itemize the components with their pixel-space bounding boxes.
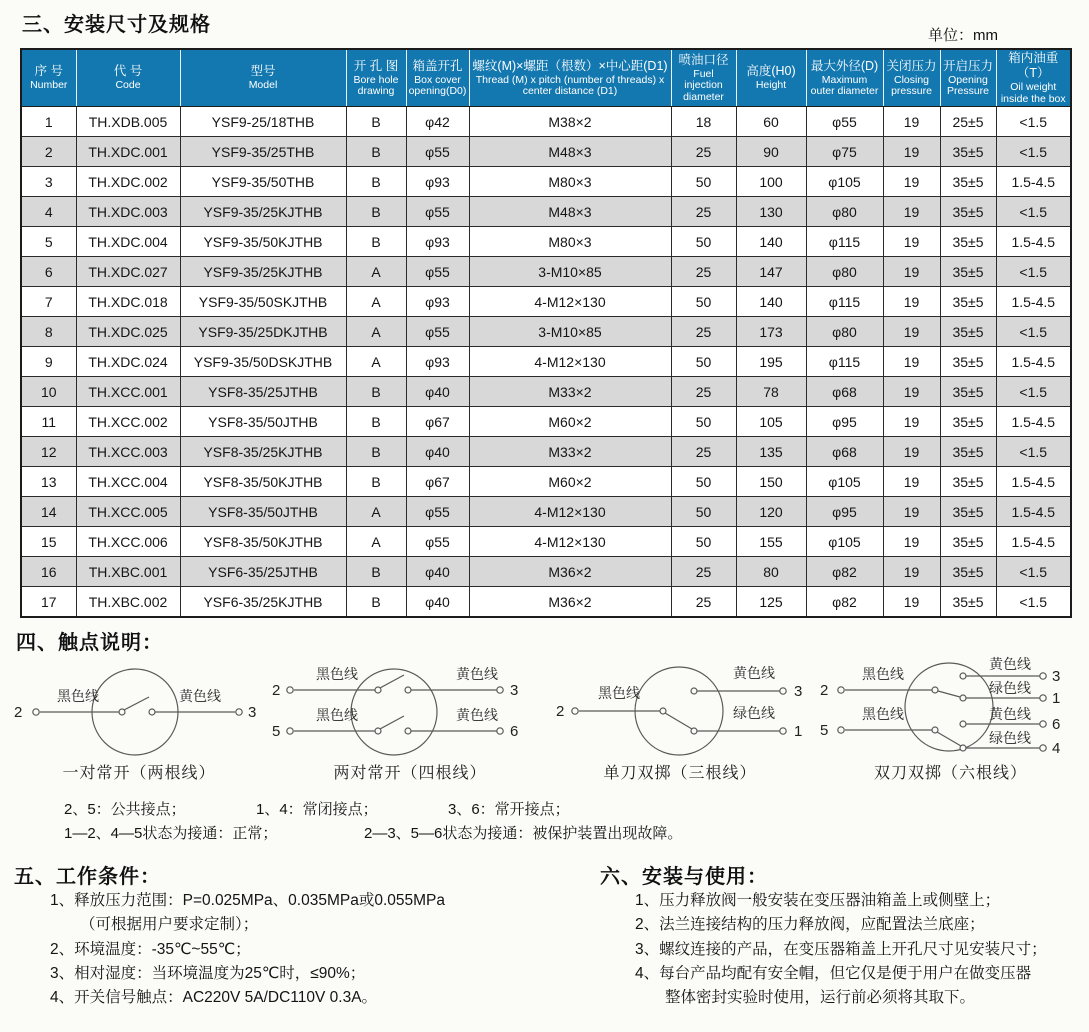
- cell: <1.5: [996, 437, 1071, 467]
- terminal-5: 5: [820, 722, 829, 739]
- cell: 15: [21, 527, 76, 557]
- cell: TH.XDB.005: [76, 107, 180, 137]
- section3-title: 三、安装尺寸及规格: [22, 14, 211, 36]
- cell: A: [346, 497, 406, 527]
- spec-table-body: [21, 107, 1071, 618]
- cell: φ115: [806, 287, 883, 317]
- cell: 173: [736, 317, 806, 347]
- cell: 14: [21, 497, 76, 527]
- cell: 19: [883, 287, 940, 317]
- diagram-caption: 双刀双掷（六根线）: [873, 765, 1027, 782]
- cell: 25: [671, 437, 736, 467]
- cell: <1.5: [996, 377, 1071, 407]
- cell: φ80: [806, 197, 883, 227]
- wire-label: 黄色线: [456, 707, 498, 723]
- wire-label: 绿色线: [989, 730, 1031, 746]
- cell: B: [346, 137, 406, 167]
- cell: 120: [736, 497, 806, 527]
- cell: M80×3: [469, 227, 671, 257]
- cell: YSF9-35/25DKJTHB: [180, 317, 346, 347]
- cell: φ93: [406, 287, 469, 317]
- section5-title: 五、工作条件：: [14, 866, 161, 888]
- cell: φ93: [406, 167, 469, 197]
- cell: 4-M12×130: [469, 287, 671, 317]
- cell: φ55: [806, 107, 883, 137]
- cell: 140: [736, 227, 806, 257]
- cell: 4-M12×130: [469, 527, 671, 557]
- table-row: [21, 227, 1071, 257]
- cell: 5: [21, 227, 76, 257]
- cell: TH.XCC.001: [76, 377, 180, 407]
- cell: φ93: [406, 347, 469, 377]
- table-row: [21, 137, 1071, 167]
- cell: 1.5-4.5: [996, 347, 1071, 377]
- table-row: [21, 497, 1071, 527]
- cell: B: [346, 167, 406, 197]
- column-header: 箱内油重（T） Oil weight inside the box: [996, 49, 1071, 107]
- cell: 140: [736, 287, 806, 317]
- table-row: [21, 197, 1071, 227]
- cell: 50: [671, 167, 736, 197]
- cell: M33×2: [469, 377, 671, 407]
- wire-label: 黑色线: [862, 666, 904, 682]
- cell: 3: [21, 167, 76, 197]
- column-header: 型号 Model: [180, 49, 346, 107]
- cell: TH.XDC.002: [76, 167, 180, 197]
- contact-note: 1—2、4—5状态为接通：正常；: [64, 825, 278, 842]
- cell: TH.XCC.006: [76, 527, 180, 557]
- cell: 19: [883, 437, 940, 467]
- cell: <1.5: [996, 197, 1071, 227]
- cell: <1.5: [996, 557, 1071, 587]
- cell: 130: [736, 197, 806, 227]
- table-row: [21, 317, 1071, 347]
- cell: 195: [736, 347, 806, 377]
- cell: B: [346, 227, 406, 257]
- work-condition-item-cont: （可根据用户要求定制）；: [80, 916, 259, 933]
- cell: YSF8-35/50KJTHB: [180, 467, 346, 497]
- install-item: 3、螺纹连接的产品，在变压器箱盖上开孔尺寸见安装尺寸；: [635, 941, 1047, 958]
- section4-title: 四、触点说明：: [16, 632, 163, 654]
- cell: 35±5: [940, 497, 996, 527]
- cell: φ93: [406, 227, 469, 257]
- cell: φ55: [406, 137, 469, 167]
- cell: 19: [883, 347, 940, 377]
- cell: 25: [671, 257, 736, 287]
- cell: φ80: [806, 257, 883, 287]
- cell: M36×2: [469, 587, 671, 618]
- cell: 19: [883, 467, 940, 497]
- cell: 35±5: [940, 377, 996, 407]
- cell: φ55: [406, 497, 469, 527]
- column-header: 代 号 Code: [76, 49, 180, 107]
- cell: 25±5: [940, 107, 996, 137]
- table-row: [21, 257, 1071, 287]
- column-header: 螺纹(M)×螺距（根数）×中心距(D1) Thread (M) x pitch (number of threads) x center distance (D1): [469, 49, 671, 107]
- cell: YSF8-35/25JTHB: [180, 377, 346, 407]
- cell: 60: [736, 107, 806, 137]
- cell: B: [346, 107, 406, 137]
- cell: 19: [883, 587, 940, 618]
- cell: 12: [21, 437, 76, 467]
- diagram-spdt: [548, 650, 812, 790]
- column-header: 关闭压力 Closing pressure: [883, 49, 940, 107]
- install-item: 2、法兰连接结构的压力释放阀，应配置法兰底座；: [635, 916, 985, 933]
- cell: 10: [21, 377, 76, 407]
- cell: φ115: [806, 227, 883, 257]
- cell: 17: [21, 587, 76, 618]
- cell: 19: [883, 317, 940, 347]
- cell: 35±5: [940, 467, 996, 497]
- cell: φ95: [806, 497, 883, 527]
- table-row: [21, 437, 1071, 467]
- cell: YSF6-35/25JTHB: [180, 557, 346, 587]
- cell: TH.XDC.003: [76, 197, 180, 227]
- cell: <1.5: [996, 107, 1071, 137]
- cell: φ68: [806, 377, 883, 407]
- cell: YSF9-35/25KJTHB: [180, 257, 346, 287]
- cell: 35±5: [940, 557, 996, 587]
- cell: 35±5: [940, 347, 996, 377]
- terminal-3: 3: [510, 682, 519, 699]
- cell: 80: [736, 557, 806, 587]
- cell: 150: [736, 467, 806, 497]
- terminal-2: 2: [14, 704, 23, 721]
- cell: 25: [671, 557, 736, 587]
- table-row: [21, 467, 1071, 497]
- install-item-cont: 整体密封实验时使用，运行前必须将其取下。: [665, 989, 976, 1006]
- cell: M48×3: [469, 137, 671, 167]
- cell: YSF6-35/25KJTHB: [180, 587, 346, 618]
- cell: 25: [671, 317, 736, 347]
- cell: 35±5: [940, 137, 996, 167]
- contact-note: 3、6：常开接点；: [448, 801, 570, 818]
- cell: 1.5-4.5: [996, 497, 1071, 527]
- cell: φ40: [406, 377, 469, 407]
- wire-label: 绿色线: [989, 680, 1031, 696]
- cell: 25: [671, 377, 736, 407]
- terminal-6: 6: [1052, 716, 1061, 733]
- cell: TH.XCC.005: [76, 497, 180, 527]
- cell: 3-M10×85: [469, 257, 671, 287]
- cell: 4: [21, 197, 76, 227]
- cell: YSF8-35/50JTHB: [180, 407, 346, 437]
- cell: 25: [671, 197, 736, 227]
- work-condition-item: 4、开关信号触点：AC220V 5A/DC110V 0.3A。: [50, 989, 378, 1006]
- terminal-2: 2: [820, 682, 829, 699]
- cell: 35±5: [940, 437, 996, 467]
- cell: 3-M10×85: [469, 317, 671, 347]
- cell: 6: [21, 257, 76, 287]
- cell: A: [346, 287, 406, 317]
- diagram-caption: 一对常开（两根线）: [62, 765, 216, 782]
- cell: φ105: [806, 467, 883, 497]
- cell: 19: [883, 557, 940, 587]
- cell: <1.5: [996, 317, 1071, 347]
- table-row: [21, 527, 1071, 557]
- cell: TH.XCC.002: [76, 407, 180, 437]
- cell: 19: [883, 227, 940, 257]
- terminal-1: 1: [794, 723, 803, 740]
- cell: 50: [671, 227, 736, 257]
- wire-label: 黑色线: [316, 707, 358, 723]
- cell: 155: [736, 527, 806, 557]
- cell: M80×3: [469, 167, 671, 197]
- cell: TH.XDC.018: [76, 287, 180, 317]
- cell: 147: [736, 257, 806, 287]
- cell: YSF8-35/50JTHB: [180, 497, 346, 527]
- cell: 35±5: [940, 197, 996, 227]
- cell: φ40: [406, 587, 469, 618]
- cell: 35±5: [940, 587, 996, 618]
- cell: YSF9-35/25KJTHB: [180, 197, 346, 227]
- contact-note: 2、5：公共接点；: [64, 801, 186, 818]
- cell: 1.5-4.5: [996, 167, 1071, 197]
- wire-label: 黑色线: [598, 685, 640, 701]
- cell: TH.XDC.025: [76, 317, 180, 347]
- cell: 13: [21, 467, 76, 497]
- cell: 16: [21, 557, 76, 587]
- cell: 135: [736, 437, 806, 467]
- cell: YSF9-35/50THB: [180, 167, 346, 197]
- contact-note: 1、4：常闭接点；: [256, 801, 378, 818]
- cell: φ40: [406, 557, 469, 587]
- wire-label: 黑色线: [862, 706, 904, 722]
- cell: <1.5: [996, 257, 1071, 287]
- cell: 19: [883, 377, 940, 407]
- table-row: [21, 287, 1071, 317]
- cell: 1.5-4.5: [996, 527, 1071, 557]
- cell: <1.5: [996, 587, 1071, 618]
- terminal-2: 2: [556, 703, 565, 720]
- terminal-6: 6: [510, 723, 519, 740]
- cell: YSF9-35/50KJTHB: [180, 227, 346, 257]
- cell: 19: [883, 167, 940, 197]
- cell: φ68: [806, 437, 883, 467]
- cell: φ115: [806, 347, 883, 377]
- cell: 18: [671, 107, 736, 137]
- cell: 25: [671, 587, 736, 618]
- wire-label: 黄色线: [456, 666, 498, 682]
- diagram-dpdt: [812, 650, 1089, 790]
- cell: M60×2: [469, 467, 671, 497]
- cell: 50: [671, 287, 736, 317]
- cell: TH.XCC.004: [76, 467, 180, 497]
- cell: 1.5-4.5: [996, 227, 1071, 257]
- cell: 25: [671, 137, 736, 167]
- cell: A: [346, 527, 406, 557]
- terminal-3: 3: [794, 683, 803, 700]
- cell: <1.5: [996, 137, 1071, 167]
- wire-label: 黄色线: [989, 706, 1031, 722]
- cell: φ75: [806, 137, 883, 167]
- cell: TH.XBC.002: [76, 587, 180, 618]
- cell: 50: [671, 497, 736, 527]
- cell: 50: [671, 347, 736, 377]
- spec-table: [20, 48, 1072, 618]
- wire-label: 黑色线: [57, 688, 99, 704]
- cell: M48×3: [469, 197, 671, 227]
- cell: φ55: [406, 317, 469, 347]
- cell: 35±5: [940, 407, 996, 437]
- terminal-3: 3: [1052, 668, 1061, 685]
- work-condition-item: 3、相对湿度：当环境温度为25℃时，≤90%；: [50, 965, 366, 982]
- cell: 90: [736, 137, 806, 167]
- column-header: 喷油口径 Fuel injection diameter: [671, 49, 736, 107]
- cell: 8: [21, 317, 76, 347]
- cell: TH.XDC.001: [76, 137, 180, 167]
- terminal-4: 4: [1052, 740, 1061, 757]
- diagram-caption: 两对常开（四根线）: [333, 765, 487, 782]
- column-header: 开 孔 图 Bore hole drawing: [346, 49, 406, 107]
- cell: 19: [883, 107, 940, 137]
- cell: φ55: [406, 197, 469, 227]
- cell: 19: [883, 137, 940, 167]
- cell: 35±5: [940, 287, 996, 317]
- cell: TH.XBC.001: [76, 557, 180, 587]
- cell: 2: [21, 137, 76, 167]
- cell: 50: [671, 407, 736, 437]
- cell: 4-M12×130: [469, 347, 671, 377]
- cell: φ55: [406, 527, 469, 557]
- cell: 1.5-4.5: [996, 467, 1071, 497]
- cell: B: [346, 377, 406, 407]
- cell: M60×2: [469, 407, 671, 437]
- cell: M38×2: [469, 107, 671, 137]
- cell: φ55: [406, 257, 469, 287]
- table-row: [21, 587, 1071, 618]
- cell: 7: [21, 287, 76, 317]
- cell: 35±5: [940, 227, 996, 257]
- section6-title: 六、安装与使用：: [600, 866, 768, 888]
- column-header: 高度(H0) Height: [736, 49, 806, 107]
- cell: TH.XCC.003: [76, 437, 180, 467]
- cell: B: [346, 407, 406, 437]
- cell: φ105: [806, 527, 883, 557]
- cell: M36×2: [469, 557, 671, 587]
- cell: TH.XDC.004: [76, 227, 180, 257]
- cell: 19: [883, 407, 940, 437]
- cell: B: [346, 437, 406, 467]
- cell: φ67: [406, 407, 469, 437]
- contact-note: 2—3、5—6状态为接通：被保护装置出现故障。: [364, 825, 683, 842]
- wire-label: 黑色线: [316, 666, 358, 682]
- wire-label: 黄色线: [733, 665, 775, 681]
- cell: B: [346, 197, 406, 227]
- cell: 50: [671, 527, 736, 557]
- wire-label: 黄色线: [179, 688, 221, 704]
- cell: YSF9-35/25THB: [180, 137, 346, 167]
- cell: φ42: [406, 107, 469, 137]
- install-item: 4、每台产品均配有安全帽，但它仅是便于用户在做变压器: [635, 965, 1032, 982]
- column-header: 序 号 Number: [21, 49, 76, 107]
- table-row: [21, 377, 1071, 407]
- unit-label: 单位：mm: [928, 27, 998, 44]
- cell: φ82: [806, 557, 883, 587]
- cell: B: [346, 587, 406, 618]
- cell: M33×2: [469, 437, 671, 467]
- wire-label: 黄色线: [989, 656, 1031, 672]
- cell: 100: [736, 167, 806, 197]
- cell: YSF8-35/25KJTHB: [180, 437, 346, 467]
- column-header: 最大外径(D) Maximum outer diameter: [806, 49, 883, 107]
- cell: 11: [21, 407, 76, 437]
- table-row: [21, 557, 1071, 587]
- table-row: [21, 167, 1071, 197]
- cell: 19: [883, 197, 940, 227]
- cell: YSF9-35/50DSKJTHB: [180, 347, 346, 377]
- spec-table-wrap: [20, 48, 1070, 618]
- cell: φ67: [406, 467, 469, 497]
- install-item: 1、压力释放阀一般安装在变压器油箱盖上或侧壁上；: [635, 892, 1001, 909]
- header-row: [21, 49, 1071, 107]
- cell: φ82: [806, 587, 883, 618]
- cell: 4-M12×130: [469, 497, 671, 527]
- cell: B: [346, 467, 406, 497]
- cell: 19: [883, 257, 940, 287]
- cell: TH.XDC.024: [76, 347, 180, 377]
- cell: φ95: [806, 407, 883, 437]
- cell: 105: [736, 407, 806, 437]
- cell: 1: [21, 107, 76, 137]
- wire-label: 绿色线: [733, 705, 775, 721]
- spec-table-head: [21, 49, 1071, 107]
- cell: 9: [21, 347, 76, 377]
- cell: TH.XDC.027: [76, 257, 180, 287]
- table-row: [21, 347, 1071, 377]
- cell: 19: [883, 527, 940, 557]
- work-condition-item: 2、环境温度：-35℃~55℃；: [50, 941, 251, 958]
- column-header: 箱盖开孔 Box cover opening(D0): [406, 49, 469, 107]
- cell: YSF9-35/50SKJTHB: [180, 287, 346, 317]
- terminal-2: 2: [272, 682, 281, 699]
- cell: φ80: [806, 317, 883, 347]
- cell: 78: [736, 377, 806, 407]
- cell: φ40: [406, 437, 469, 467]
- diagram-one-pair-no: [6, 650, 272, 790]
- cell: A: [346, 257, 406, 287]
- cell: 50: [671, 467, 736, 497]
- cell: 35±5: [940, 167, 996, 197]
- diagram-caption: 单刀双掷（三根线）: [603, 765, 757, 782]
- table-row: [21, 107, 1071, 137]
- cell: 35±5: [940, 317, 996, 347]
- column-header: 开启压力 Opening Pressure: [940, 49, 996, 107]
- cell: A: [346, 347, 406, 377]
- work-condition-item: 1、释放压力范围：P=0.025MPa、0.035MPa或0.055MPa: [50, 892, 445, 909]
- diagram-two-pair-no: [272, 650, 548, 790]
- cell: YSF8-35/50KJTHB: [180, 527, 346, 557]
- cell: A: [346, 317, 406, 347]
- cell: 35±5: [940, 527, 996, 557]
- terminal-3: 3: [248, 704, 257, 721]
- terminal-5: 5: [272, 723, 281, 740]
- cell: 19: [883, 497, 940, 527]
- cell: 35±5: [940, 257, 996, 287]
- cell: 1.5-4.5: [996, 407, 1071, 437]
- table-row: [21, 407, 1071, 437]
- terminal-1: 1: [1052, 690, 1061, 707]
- cell: YSF9-25/18THB: [180, 107, 346, 137]
- cell: φ105: [806, 167, 883, 197]
- cell: B: [346, 557, 406, 587]
- cell: 1.5-4.5: [996, 287, 1071, 317]
- cell: 125: [736, 587, 806, 618]
